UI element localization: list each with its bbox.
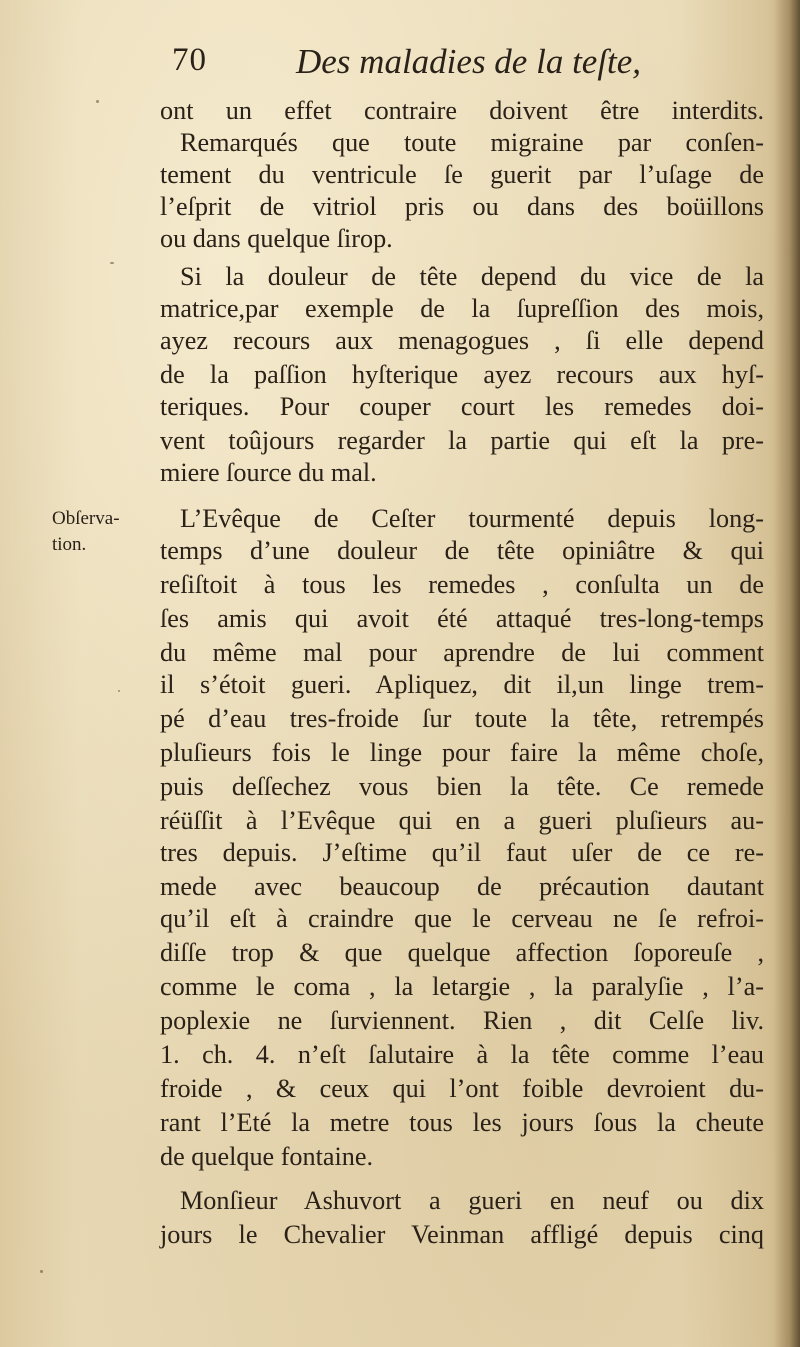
page-header: [172, 42, 692, 92]
text-line: vent toûjours regarder la partie qui eſt la pre-: [160, 426, 764, 455]
text-line: ont un effet contraire doivent être interdits.: [160, 96, 764, 125]
text-line: puis deſſechez vous bien la tête. Ce remede: [160, 772, 764, 801]
text-line: rant l’Eté la metre tous les jours ſous la cheute: [160, 1108, 764, 1137]
text-line: Si la douleur de tête depend du vice de la: [180, 262, 764, 291]
text-line: de quelque fontaine.: [160, 1142, 374, 1171]
text-line: réüſſit à l’Evêque qui en a gueri pluſieurs au-: [160, 806, 764, 835]
text-line: L’Evêque de Ceſter tourmenté depuis long-: [180, 504, 764, 533]
paper-speck: [118, 690, 120, 692]
paper-speck: [110, 262, 114, 264]
text-line: 1. ch. 4. n’eſt ſalutaire à la tête comme l’eau: [160, 1040, 764, 1069]
margin-note-line: Obſerva-: [52, 508, 120, 529]
margin-note-line: tion.: [52, 534, 87, 555]
text-line: Remarqués que toute migraine par conſen-: [180, 128, 764, 157]
text-line: il s’étoit gueri. Apliquez, dit il,un linge trem-: [160, 670, 764, 699]
body-text: [160, 94, 768, 1294]
page-edge-shadow: [774, 0, 800, 1347]
text-line: Monſieur Ashuvort a gueri en neuf ou dix: [180, 1186, 764, 1215]
text-line: pluſieurs fois le linge pour faire la même choſe,: [160, 738, 764, 767]
text-line: miere ſource du mal.: [160, 458, 377, 487]
text-line: mede avec beaucoup de précaution dautant: [160, 872, 764, 901]
paper-speck: [40, 1270, 43, 1273]
text-line: qu’il eſt à craindre que le cerveau ne ſe refroi-: [160, 904, 764, 933]
paper-speck: [96, 100, 99, 103]
text-line: pé d’eau tres-froide ſur toute la tête, retrempés: [160, 704, 764, 733]
text-line: ſes amis qui avoit été attaqué tres-long-temps: [160, 604, 764, 633]
text-line: ayez recours aux menagogues , ſi elle depend: [160, 326, 764, 355]
text-line: froide , & ceux qui l’ont foible devroient du-: [160, 1074, 764, 1103]
text-line: tres depuis. J’eſtime qu’il faut uſer de ce re-: [160, 838, 764, 867]
text-line: temps d’une douleur de tête opiniâtre & qui: [160, 536, 764, 565]
text-line: poplexie ne ſurviennent. Rien , dit Celſe liv.: [160, 1006, 764, 1035]
text-line: teriques. Pour couper court les remedes doi-: [160, 392, 764, 421]
running-head: Des maladies de la teſte,: [296, 42, 642, 81]
text-line: tement du ventricule ſe guerit par l’uſage de: [160, 160, 764, 189]
text-line: jours le Chevalier Veinman affligé depuis cinq: [160, 1220, 764, 1249]
text-line: reſiſtoit à tous les remedes , conſulta un de: [160, 570, 764, 599]
page-number: 70: [172, 42, 207, 78]
text-line: l’eſprit de vitriol pris ou dans des boüillons: [160, 192, 764, 221]
text-line: de la paſſion hyſterique ayez recours aux hyſ-: [160, 360, 764, 389]
margin-note: [52, 506, 152, 558]
text-line: du même mal pour aprendre de lui comment: [160, 638, 764, 667]
text-line: diſſe trop & que quelque affection ſoporeuſe ,: [160, 938, 764, 967]
text-line: comme le coma , la letargie , la paralyſie , l’a-: [160, 972, 764, 1001]
text-line: matrice,par exemple de la ſupreſſion des mois,: [160, 294, 764, 323]
text-line: ou dans quelque ſirop.: [160, 224, 393, 253]
